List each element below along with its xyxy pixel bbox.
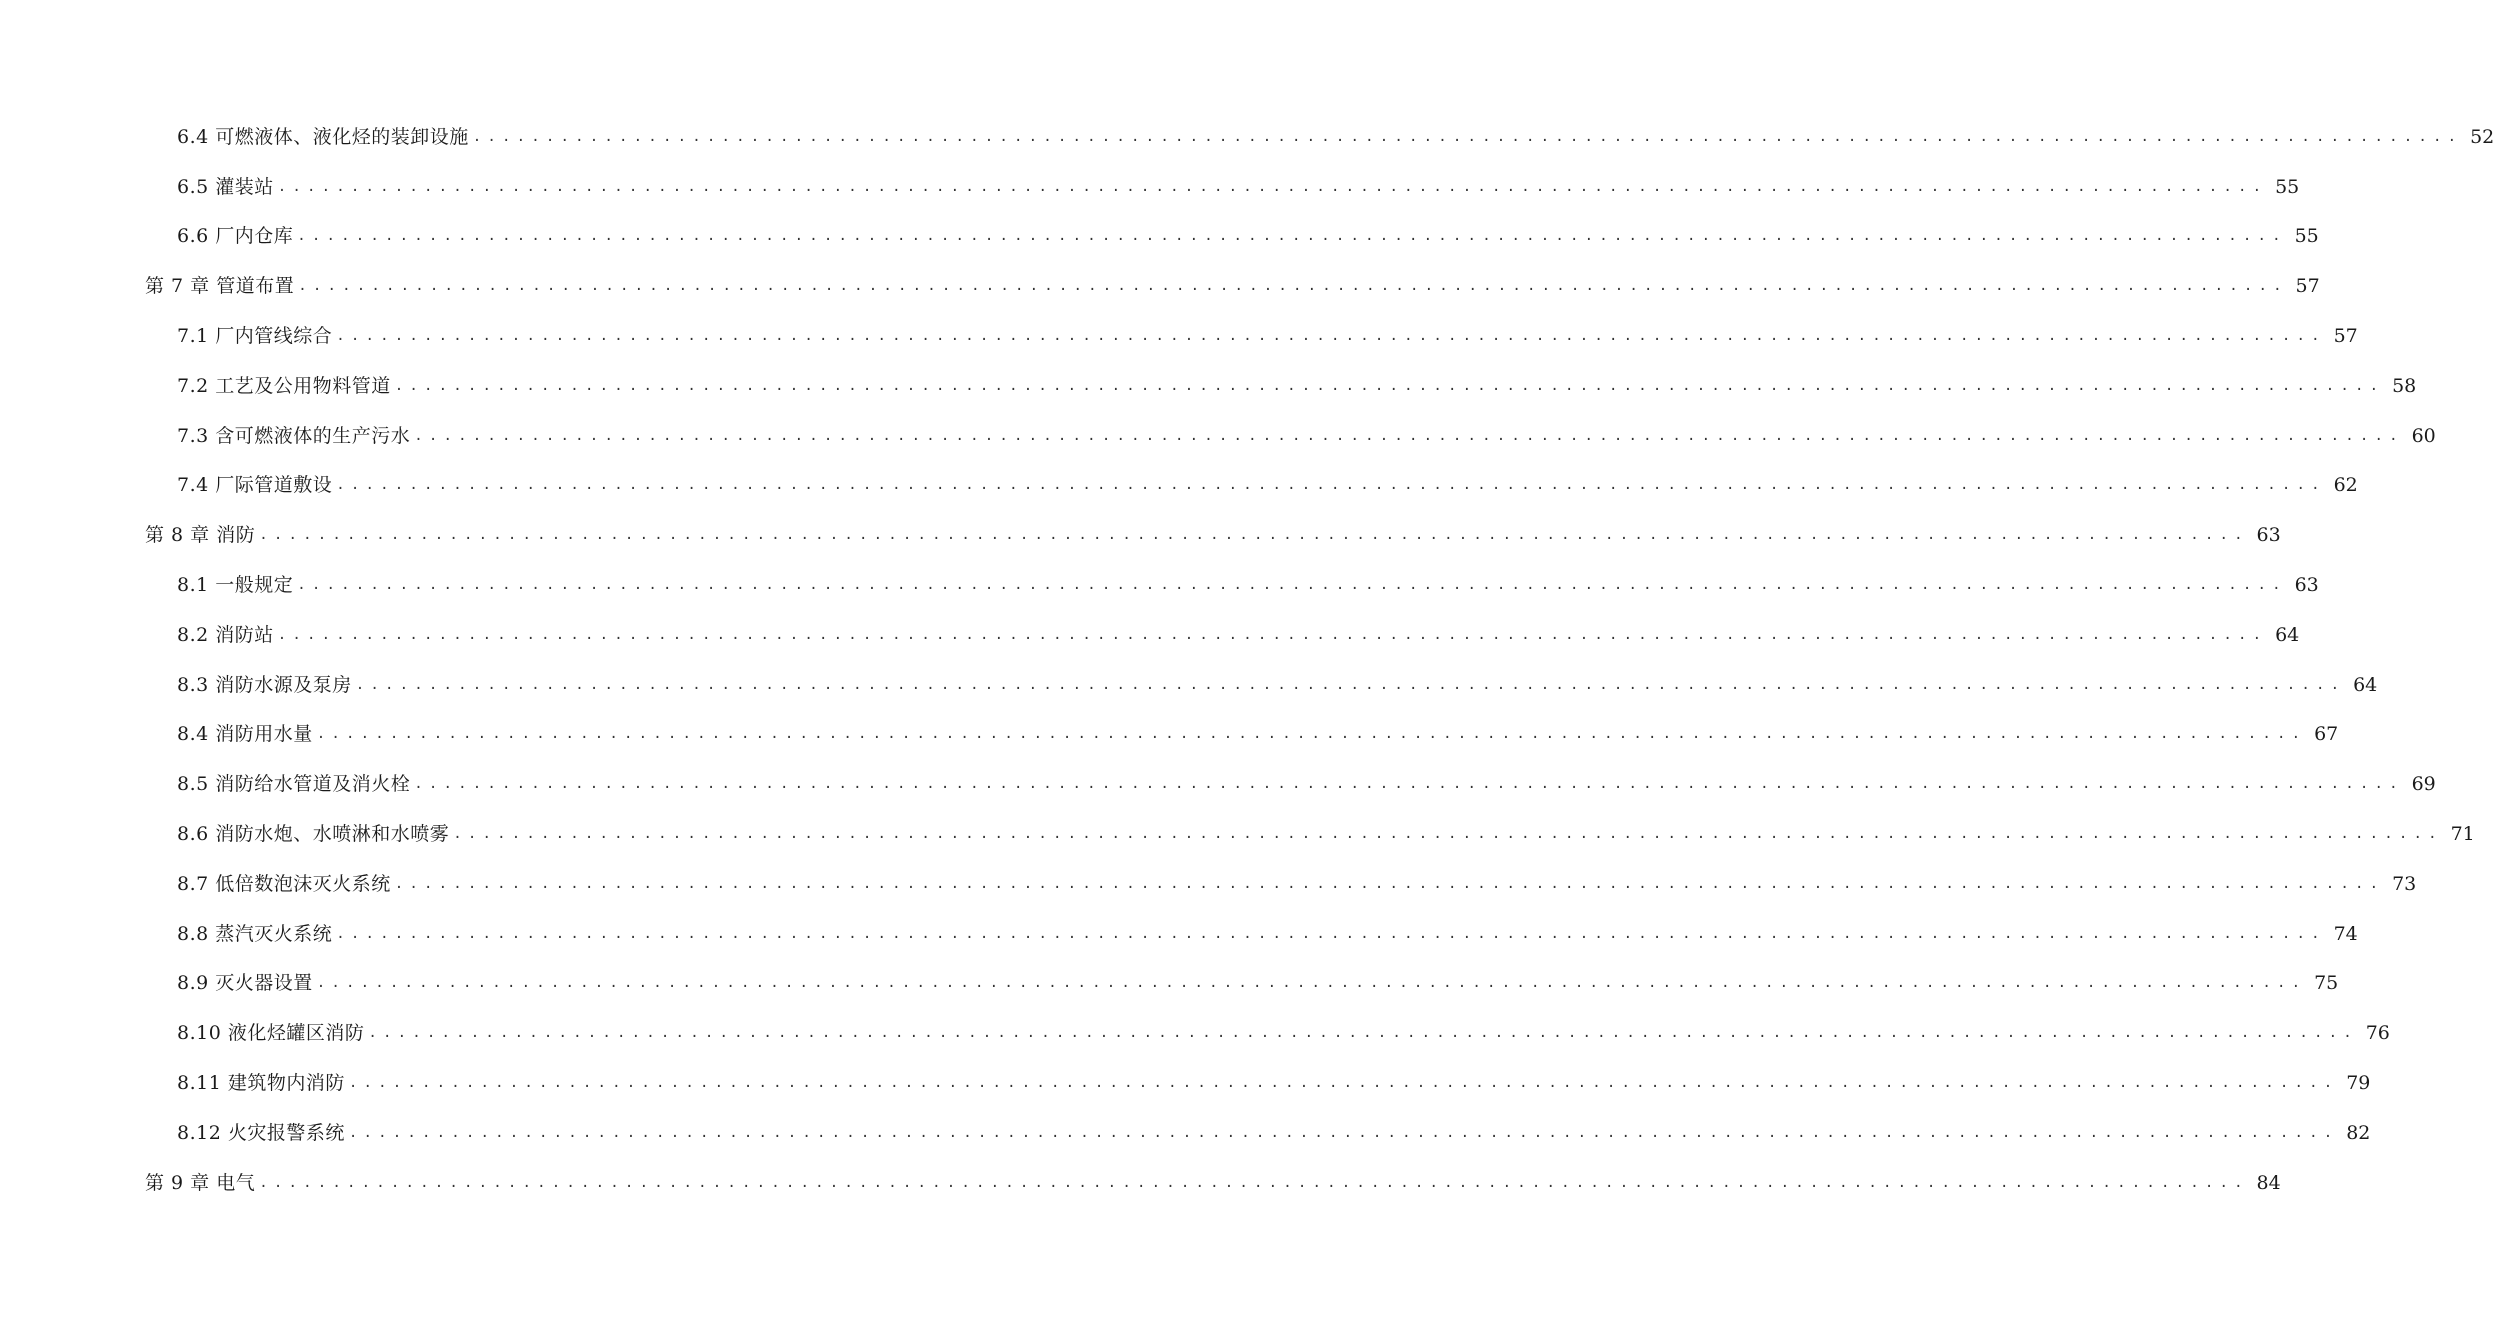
entry-title: 8.6 消防水炮、水喷淋和水喷雾 [177,823,450,846]
toc-entry-8-10[interactable] [0,1008,2390,1058]
dot-leader: ........................................................................................................................................ [348,1124,2339,1141]
page-number: 64 [2275,623,2300,646]
toc-entry-chapter-9[interactable] [0,1158,2281,1208]
dot-leader: ........................................................................................................................................ [316,726,2307,743]
toc-entry-8-4[interactable] [0,710,2339,760]
entry-title: 8.3 消防水源及泵房 [177,673,352,696]
toc-entry-chapter-7[interactable] [0,261,2320,311]
page-number: 71 [2450,823,2475,846]
entry-title: 7.3 含可燃液体的生产污水 [177,424,411,447]
dot-leader: ........................................................................................................................................ [298,278,2288,295]
page-number: 55 [2294,225,2319,248]
toc-entry-8-2[interactable] [0,610,2300,660]
dot-leader: ........................................................................................................................................ [394,875,2385,892]
page-number: 74 [2333,922,2358,945]
page-number: 67 [2314,723,2339,746]
toc-entry-8-1[interactable] [0,560,2319,610]
entry-title: 8.4 消防用水量 [177,723,313,746]
toc-entry-8-12[interactable] [0,1108,2371,1158]
page-number: 58 [2392,374,2417,397]
page-number: 63 [2256,524,2281,547]
toc-entry-7-3[interactable] [0,411,2436,461]
toc-entry-6-6[interactable] [0,212,2319,262]
page-number: 57 [2333,325,2358,348]
entry-title: 8.11 建筑物内消防 [177,1072,345,1095]
toc-entry-8-3[interactable] [0,660,2378,710]
page-number: 63 [2294,574,2319,597]
page-number: 69 [2411,773,2436,796]
page-number: 64 [2353,673,2378,696]
dot-leader: ........................................................................................................................................ [453,826,2443,843]
entry-title: 第 7 章 管道布置 [145,275,295,298]
toc-entry-7-4[interactable] [0,461,2358,511]
toc-entry-6-5[interactable] [0,162,2300,212]
toc-entry-7-2[interactable] [0,361,2417,411]
dot-leader: ........................................................................................................................................ [297,577,2287,594]
toc-entry-8-7[interactable] [0,859,2417,909]
entry-title: 第 8 章 消防 [145,524,256,547]
toc-entry-8-5[interactable] [0,759,2436,809]
dot-leader: ........................................................................................................................................ [316,975,2307,992]
page-number: 82 [2346,1121,2371,1144]
dot-leader: ........................................................................................................................................ [348,1075,2339,1092]
entry-title: 7.2 工艺及公用物料管道 [177,374,391,397]
dot-leader: ........................................................................................................................................ [297,228,2287,245]
entry-title: 6.6 厂内仓库 [177,225,294,248]
dot-leader: ........................................................................................................................................ [355,676,2346,693]
dot-leader: ........................................................................................................................................ [277,178,2268,195]
page-number: 57 [2295,275,2320,298]
toc-entry-8-6[interactable] [0,809,2475,859]
entry-title: 6.4 可燃液体、液化烃的装卸设施 [177,125,469,148]
entry-title: 8.2 消防站 [177,623,274,646]
entry-title: 8.5 消防给水管道及消火栓 [177,773,411,796]
dot-leader: ........................................................................................................................................ [414,776,2404,793]
page-number: 84 [2256,1171,2281,1194]
dot-leader: ........................................................................................................................................ [336,925,2326,942]
entry-title: 8.9 灭火器设置 [177,972,313,995]
entry-title: 8.10 液化烃罐区消防 [177,1022,365,1045]
dot-leader: ........................................................................................................................................ [336,328,2326,345]
page-number: 62 [2333,474,2358,497]
dot-leader: ........................................................................................................................................ [277,626,2268,643]
entry-title: 6.5 灌装站 [177,175,274,198]
dot-leader: ........................................................................................................................................ [259,1174,2249,1191]
entry-title: 8.7 低倍数泡沫灭火系统 [177,872,391,895]
page-number: 79 [2346,1072,2371,1095]
entry-title: 7.1 厂内管线综合 [177,325,333,348]
dot-leader: ........................................................................................................................................ [472,128,2463,145]
dot-leader: ........................................................................................................................................ [259,527,2249,544]
dot-leader: ........................................................................................................................................ [394,377,2385,394]
page-number: 60 [2411,424,2436,447]
page-number: 75 [2314,972,2339,995]
toc-entry-6-4[interactable] [0,112,2494,162]
entry-title: 7.4 厂际管道敷设 [177,474,333,497]
dot-leader: ........................................................................................................................................ [336,477,2326,494]
dot-leader: ........................................................................................................................................ [414,427,2404,444]
toc-entry-7-1[interactable] [0,311,2358,361]
page-number: 55 [2275,175,2300,198]
entry-title: 8.8 蒸汽灭火系统 [177,922,333,945]
page-number: 73 [2392,872,2417,895]
page-number: 76 [2365,1022,2390,1045]
toc-entry-8-11[interactable] [0,1058,2371,1108]
dot-leader: ........................................................................................................................................ [368,1025,2358,1042]
page-number: 52 [2470,125,2494,148]
table-of-contents [0,112,2494,1208]
toc-entry-8-8[interactable] [0,909,2358,959]
toc-entry-chapter-8[interactable] [0,510,2281,560]
entry-title: 第 9 章 电气 [145,1171,256,1194]
entry-title: 8.1 一般规定 [177,574,294,597]
toc-entry-8-9[interactable] [0,959,2339,1009]
entry-title: 8.12 火灾报警系统 [177,1121,345,1144]
